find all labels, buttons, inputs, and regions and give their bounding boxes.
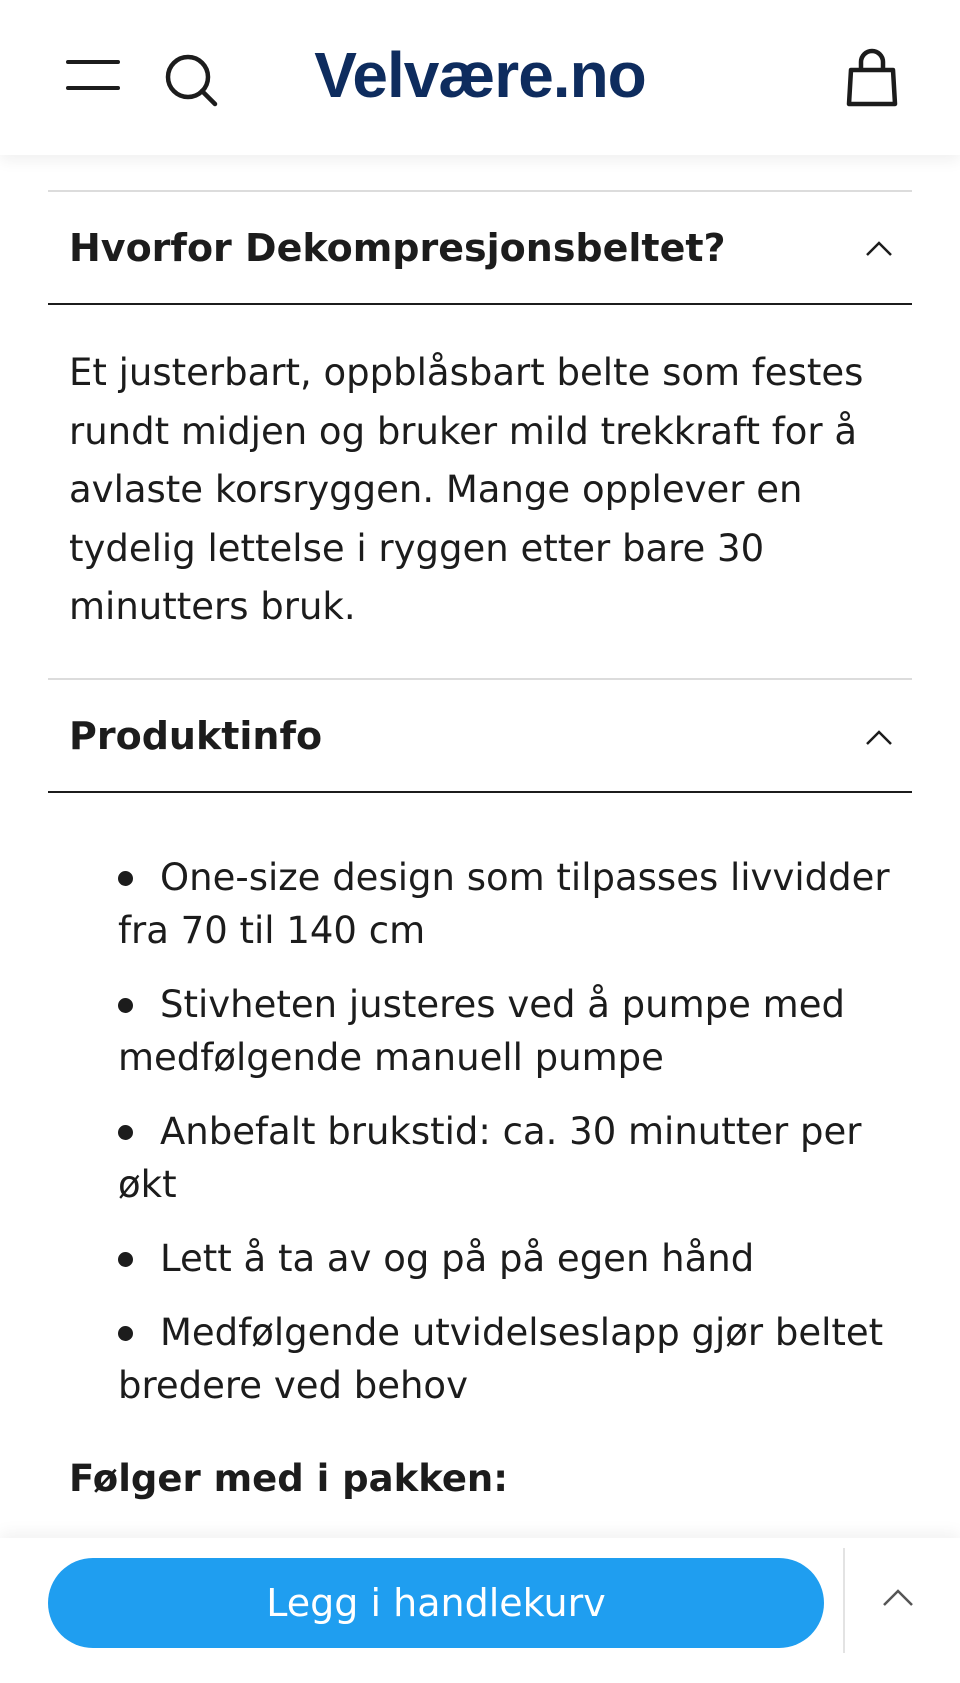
list-item: Lett å ta av og på på egen hånd <box>118 1232 908 1285</box>
accordion-title: Produktinfo <box>69 714 323 758</box>
package-contents-heading: Følger med i pakken: <box>69 1457 509 1500</box>
accordion-underline <box>48 791 912 793</box>
list-item: Stivheten justeres ved å pumpe med medfølgende manuell pumpe <box>118 978 908 1084</box>
chevron-up-icon[interactable] <box>864 238 894 258</box>
bar-divider <box>843 1548 845 1653</box>
chevron-up-icon[interactable] <box>878 1578 918 1618</box>
chevron-up-icon[interactable] <box>864 727 894 747</box>
add-to-cart-button[interactable]: Legg i handlekurv <box>48 1558 824 1648</box>
list-item: Medfølgende utvidelseslapp gjør beltet bredere ved behov <box>118 1306 908 1412</box>
accordion-title: Hvorfor Dekompresjonsbeltet? <box>69 226 726 270</box>
shopping-bag-icon[interactable] <box>846 48 898 108</box>
list-item: One-size design som tilpasses livvidder fra 70 til 140 cm <box>118 851 908 957</box>
list-item: Anbefalt brukstid: ca. 30 minutter per økt <box>118 1105 908 1211</box>
accordion-underline <box>48 303 912 305</box>
section-description: Et justerbart, oppblåsbart belte som festes rundt midjen og bruker mild trekkraft for å avlaste korsryggen. Mange opplever en tydelig lettelse i ryggen etter bare 30 minutters bruk. <box>69 351 864 628</box>
sticky-cart-bar <box>0 1538 960 1683</box>
section-divider <box>48 678 912 680</box>
product-info-list <box>118 851 908 1433</box>
section-divider <box>48 190 912 192</box>
site-logo[interactable]: Velvære.no <box>314 39 646 111</box>
site-header <box>0 0 960 155</box>
